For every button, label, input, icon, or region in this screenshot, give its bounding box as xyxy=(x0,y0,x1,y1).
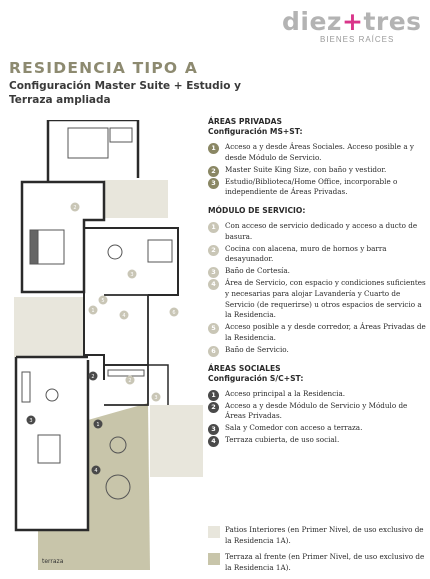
kitchen-counter xyxy=(108,370,144,376)
marker-serv-3: 3 xyxy=(154,395,158,401)
dining-table xyxy=(38,435,60,463)
list-item xyxy=(208,401,426,422)
list-item xyxy=(208,435,426,446)
marker-serv-6: 6 xyxy=(172,310,176,316)
brand-logo xyxy=(282,8,422,44)
marker-priv-3: 3 xyxy=(130,272,134,278)
list-item xyxy=(208,142,426,163)
page-subtitle: Configuración Master Suite + Estudio y Terraza ampliada xyxy=(9,80,241,106)
list-item xyxy=(208,389,426,400)
section-servicio xyxy=(208,206,426,356)
wall-top-block xyxy=(48,120,138,182)
list-item xyxy=(208,278,426,320)
patio-swatch xyxy=(208,526,220,538)
item-text: Acceso a y desde Áreas Sociales. Acceso posible a y desde Módulo de Servicio. xyxy=(225,142,414,162)
marker-soc-4: 4 xyxy=(94,468,98,474)
item-text: Con acceso de servicio dedicado y acceso a ducto de basura. xyxy=(225,220,418,241)
section-heading: ÁREAS PRIVADAS xyxy=(208,117,283,126)
item-text: Acceso posible a y desde corredor, a Áreas Privadas de la Residencia. xyxy=(225,322,426,342)
list-item xyxy=(208,345,426,356)
marker-serv-5: 5 xyxy=(101,298,105,304)
section-heading: ÁREAS SOCIALES xyxy=(208,363,281,373)
note-terraza xyxy=(208,552,426,573)
item-number: 4 xyxy=(208,436,219,447)
patio-bottom-right xyxy=(150,405,203,477)
marker-soc-3: 3 xyxy=(29,418,33,424)
item-number: 2 xyxy=(208,166,219,177)
item-number: 5 xyxy=(208,323,219,334)
wall-kitchen xyxy=(104,365,148,405)
item-number: 1 xyxy=(208,390,219,401)
section-heading: MÓDULO DE SERVICIO: xyxy=(208,205,306,215)
note-patios xyxy=(208,525,426,546)
marker-serv-4: 4 xyxy=(122,313,126,319)
living-sofa xyxy=(22,372,30,402)
marker-soc-1: 1 xyxy=(96,422,100,428)
closet xyxy=(68,128,108,158)
bed-pillows xyxy=(30,230,38,264)
marker-priv-2: 2 xyxy=(73,205,77,211)
terrace-label: terraza xyxy=(42,558,64,565)
item-text: Acceso a y desde Módulo de Servicio y Módulo de Áreas Privadas. xyxy=(225,400,408,421)
logo-wordmark xyxy=(282,8,422,36)
section-config: Configuración MS+ST: xyxy=(208,127,303,136)
item-number: 3 xyxy=(208,267,219,278)
item-text: Acceso principal a la Residencia. xyxy=(225,388,346,398)
item-text: Baño de Cortesía. xyxy=(225,266,290,276)
study-sofa xyxy=(148,240,172,262)
floor-plan xyxy=(8,120,203,575)
legend xyxy=(208,117,426,454)
notes xyxy=(208,525,426,579)
page-title: RESIDENCIA TIPO A xyxy=(9,59,199,77)
list-item xyxy=(208,177,426,198)
list-item xyxy=(208,221,426,242)
item-text: Área de Servicio, con espacio y condiciones suficientes y necesarias para alojar Lavandería y Cuarto de Servicio (de requerirse) u otros espacios de servicio a la Residencia. xyxy=(225,278,426,320)
item-number: 6 xyxy=(208,346,219,357)
living-coffee-table xyxy=(46,389,58,401)
logo-plus: + xyxy=(341,7,364,36)
patio-top-right xyxy=(104,180,168,218)
list-item xyxy=(208,165,426,176)
wall-living xyxy=(16,357,88,530)
list-item xyxy=(208,423,426,434)
marker-soc-2: 2 xyxy=(91,374,95,380)
item-text: Master Suite King Size, con baño y vestidor. xyxy=(225,164,387,174)
terrace-swatch xyxy=(208,553,220,565)
item-number: 2 xyxy=(208,402,219,413)
bathtub xyxy=(110,128,132,142)
section-sociales xyxy=(208,364,426,446)
item-text: Cocina con alacena, muro de hornos y barra desayunador. xyxy=(225,243,387,264)
note-text: Terraza al frente (en Primer Nivel, de uso exclusivo de la Residencia 1A). xyxy=(225,552,425,572)
section-config: Configuración S/C+ST: xyxy=(208,373,304,383)
item-text: Estudio/Biblioteca/Home Office, incorporable o independiente de Áreas Privadas. xyxy=(225,176,398,197)
patio-left xyxy=(14,297,84,357)
item-text: Baño de Servicio. xyxy=(225,345,289,354)
marker-serv-2: 2 xyxy=(128,378,132,384)
item-number: 1 xyxy=(208,143,219,154)
note-text: Patios Interiores (en Primer Nivel, de uso exclusivo de la Residencia 1A). xyxy=(225,525,424,545)
item-number: 3 xyxy=(208,178,219,189)
logo-word-diez: diez xyxy=(282,7,342,36)
wall-service xyxy=(104,295,148,365)
item-text: Terraza cubierta, de uso social. xyxy=(225,435,340,445)
marker-priv-1: 1 xyxy=(91,308,95,314)
section-privadas xyxy=(208,117,426,198)
list-item xyxy=(208,322,426,343)
list-item xyxy=(208,244,426,265)
list-item xyxy=(208,266,426,277)
item-number: 4 xyxy=(208,279,219,290)
item-text: Sala y Comedor con acceso a terraza. xyxy=(225,423,363,433)
logo-tagline: BIENES RAÍCES xyxy=(320,35,395,44)
item-number: 2 xyxy=(208,245,219,256)
logo-word-tres: tres xyxy=(363,7,422,36)
item-number: 3 xyxy=(208,424,219,435)
item-number: 1 xyxy=(208,222,219,233)
study-table xyxy=(108,245,122,259)
